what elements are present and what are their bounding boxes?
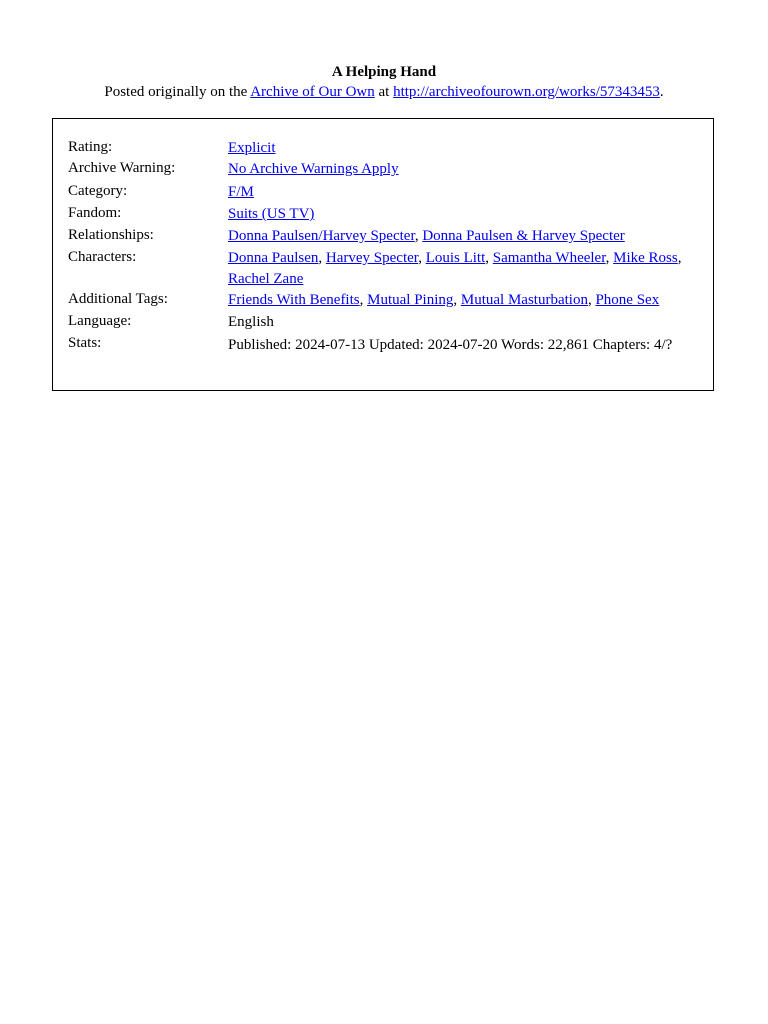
rating-label: Rating:: [68, 139, 113, 155]
category-link[interactable]: F/M: [228, 184, 254, 200]
tag-link[interactable]: Mutual Pining: [367, 292, 454, 308]
character-link[interactable]: Rachel Zane: [228, 271, 304, 287]
character-link[interactable]: Harvey Specter: [325, 250, 419, 266]
language-value: English: [228, 314, 274, 330]
relationship-link[interactable]: Donna Paulsen & Harvey Specter: [422, 228, 625, 244]
work-title: A Helping Hand: [331, 64, 437, 80]
category-value: [228, 182, 698, 203]
stats-value: Published: 2024-07-13 Updated: 2024-07-20 Words: 22,861 Chapters: 4/?: [228, 337, 673, 353]
fandom-value: [228, 204, 698, 225]
warning-value: [228, 159, 698, 180]
at-text: at: [374, 84, 394, 100]
rating-link[interactable]: Explicit: [228, 140, 276, 156]
warning-link[interactable]: No Archive Warnings Apply: [228, 161, 399, 177]
period: .: [659, 84, 664, 100]
stats-label: Stats:: [68, 335, 102, 351]
category-label: Category:: [68, 183, 128, 199]
warning-label: Archive Warning:: [68, 160, 176, 176]
rating-value: [228, 138, 698, 159]
archive-link[interactable]: Archive of Our Own: [250, 84, 375, 100]
fandom-link[interactable]: Suits (US TV): [228, 206, 315, 222]
characters-value: Donna Paulsen, Harvey Specter, Louis Litt, Samantha Wheeler, Mike Ross, Rachel Zane: [228, 250, 682, 287]
tag-link[interactable]: Mutual Masturbation: [460, 292, 588, 308]
character-link[interactable]: Donna Paulsen: [228, 250, 319, 266]
work-url-link[interactable]: http://archiveofourown.org/works/57343453: [393, 84, 660, 100]
character-link[interactable]: Samantha Wheeler: [492, 250, 606, 266]
character-link[interactable]: Louis Litt: [425, 250, 486, 266]
fandom-label: Fandom:: [68, 205, 122, 221]
relationships-value: Donna Paulsen/Harvey Specter, Donna Paulsen & Harvey Specter: [228, 228, 625, 244]
tag-link[interactable]: Phone Sex: [595, 292, 660, 308]
language-label: Language:: [68, 313, 132, 329]
characters-label: Characters:: [68, 249, 137, 265]
relationship-link[interactable]: Donna Paulsen/Harvey Specter: [228, 228, 415, 244]
tags-value: Friends With Benefits, Mutual Pining, Mutual Masturbation, Phone Sex: [228, 292, 660, 308]
tags-label: Additional Tags:: [68, 291, 168, 307]
posted-prefix: Posted originally on the: [104, 84, 251, 100]
relationships-label: Relationships:: [68, 227, 154, 243]
character-link[interactable]: Mike Ross: [613, 250, 678, 266]
tag-link[interactable]: Friends With Benefits: [228, 292, 360, 308]
work-meta-box: [52, 118, 714, 391]
posted-line: [0, 82, 768, 102]
